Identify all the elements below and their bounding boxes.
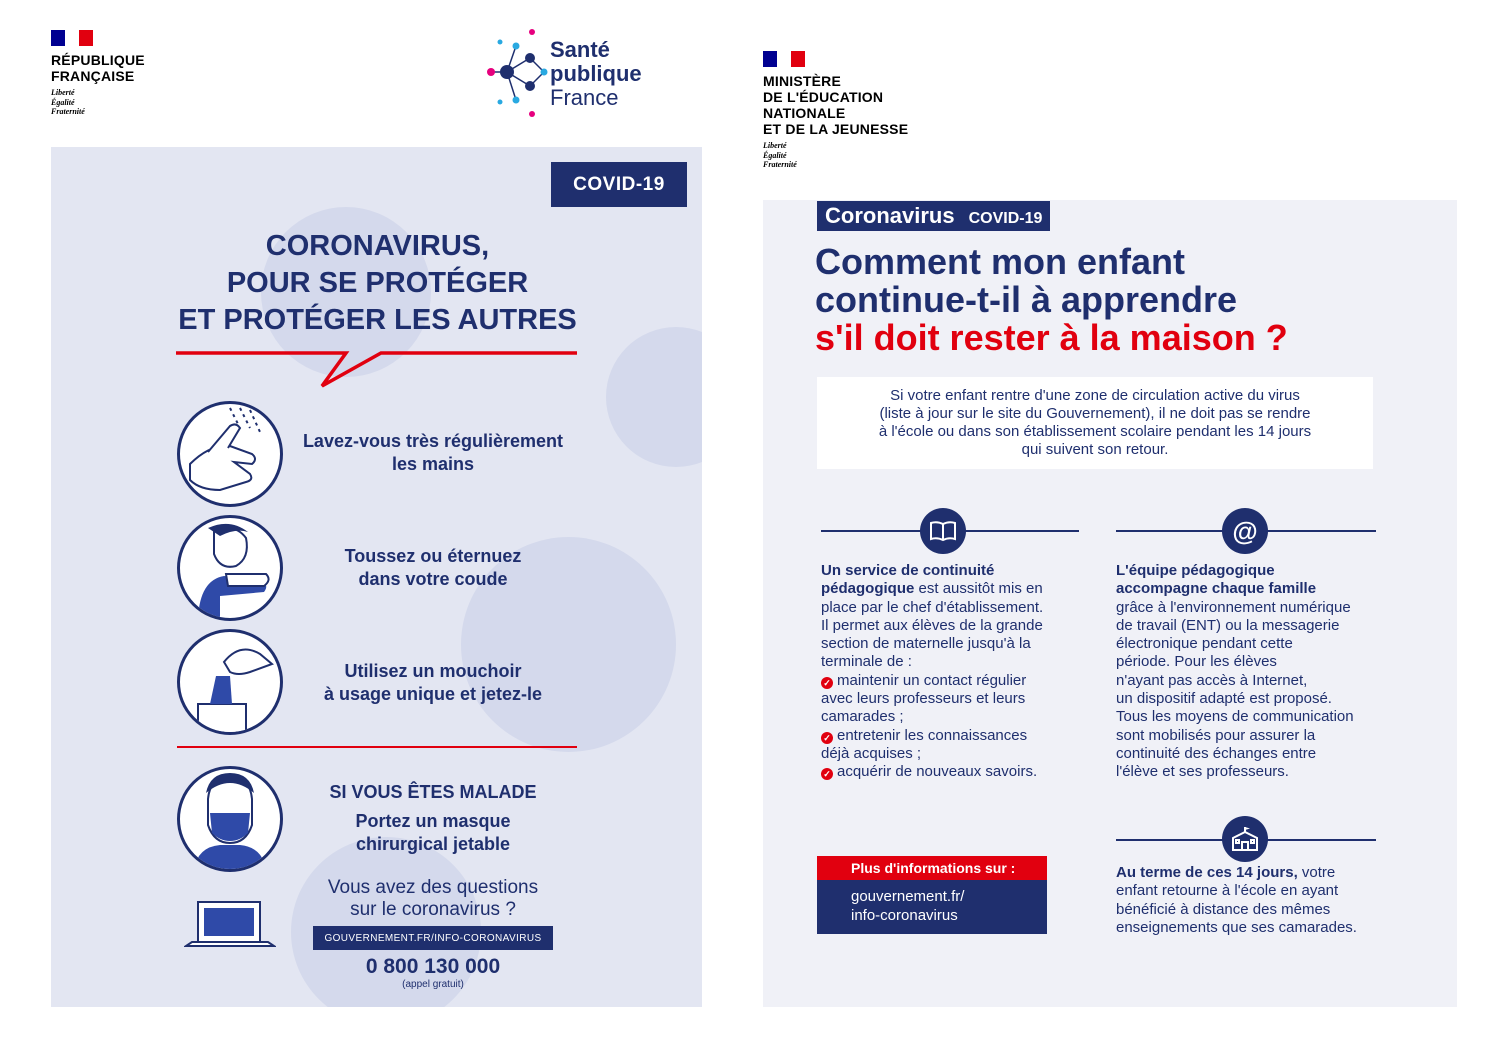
hand-washing-icon xyxy=(177,401,283,507)
phone-note: (appel gratuit) xyxy=(402,979,464,990)
virus-decoration xyxy=(606,327,702,467)
poster-title: CORONAVIRUS, POUR SE PROTÉGER ET PROTÉGER LES AUTRES xyxy=(178,230,577,336)
check-icon: ✓ xyxy=(821,732,833,744)
french-flag-icon xyxy=(51,30,93,46)
advice-tissue: Utilisez un mouchoir à usage unique et jetez-le xyxy=(323,661,543,704)
at-sign-icon: @ xyxy=(1222,508,1268,554)
republique-francaise-logo xyxy=(51,30,145,117)
sick-advice: SI VOUS ÊTES MALADE Portez un masque chirurgical jetable xyxy=(329,782,537,854)
rf-devise: Liberté Égalité Fraternité xyxy=(51,88,85,116)
gouvernement-link-banner[interactable]: GOUVERNEMENT.FR/INFO-CORONAVIRUS xyxy=(313,926,553,950)
coronavirus-tag: Coronavirus COVID-19 xyxy=(817,201,1050,231)
speech-bubble-line xyxy=(176,350,578,392)
advice-wash-hands: Lavez-vous très régulièrement les mains xyxy=(302,431,564,474)
covid-badge: COVID-19 xyxy=(551,162,687,207)
col2-text: L'équipe pédagogique accompagne chaque famille grâce à l'environnement numérique de travail (ENT) ou la messagerie électronique pendant cette période. Pour les élèves n'ayant pas accès à Internet, un dispositif adapté est proposé. Tous les moyens de communication sont mobilisés pour assurer la continuité des échanges entre l'élève et ses professeurs. xyxy=(1116,562,1354,781)
molecule-icon xyxy=(486,28,548,120)
check-icon: ✓ xyxy=(821,677,833,689)
spf-wordmark: Santé publique France xyxy=(550,37,642,110)
sante-publique-france-logo xyxy=(486,28,656,123)
poster-divider xyxy=(177,746,577,748)
rf-title: RÉPUBLIQUE FRANÇAISE xyxy=(51,52,145,84)
info-box-header: Plus d'informations sur : xyxy=(817,856,1047,880)
phone-number[interactable]: 0 800 130 000 xyxy=(365,955,501,978)
tissue-icon xyxy=(177,629,283,735)
ministere-title: MINISTÈRE DE L'ÉDUCATION NATIONALE ET DE LA JEUNESSE xyxy=(763,73,909,137)
check-icon: ✓ xyxy=(821,768,833,780)
laptop-icon xyxy=(184,900,276,950)
info-box xyxy=(817,856,1047,934)
school-building-icon xyxy=(1222,816,1268,862)
info-box-link[interactable]: gouvernement.fr/ info-coronavirus xyxy=(851,888,965,924)
ministere-devise: Liberté Égalité Fraternité xyxy=(763,141,797,169)
cough-elbow-icon xyxy=(177,515,283,621)
ministere-logo xyxy=(763,51,908,170)
intro-box: Si votre enfant rentre d'une zone de circulation active du virus (liste à jour sur le site du Gouvernement), il ne doit pas se rendre à l'école ou dans son établissement scolaire pendant les 14 jours qui suivent son retour. xyxy=(817,377,1373,469)
school-title: Comment mon enfant continue-t-il à apprendre s'il doit rester à la maison ? xyxy=(815,241,1288,358)
questions-text: Vous avez des questions sur le coronavirus ? xyxy=(327,877,539,920)
col1-text: Un service de continuité pédagogique est aussitôt mis en place par le chef d'établissement. Il permet aux élèves de la grande section de maternelle jusqu'à la terminale de : ✓ maintenir un contact régulier avec leurs professeurs et leurs camarades ; ✓ entretenir les connaissances déjà acquises ; ✓ acquérir de nouveaux savoirs. xyxy=(821,562,1044,781)
col3-text: Au terme de ces 14 jours, votre enfant retourne à l'école en ayant bénéficié à distance des mêmes enseignements que ses camarades. xyxy=(1116,864,1357,936)
book-icon xyxy=(920,508,966,554)
french-flag-icon xyxy=(763,51,805,67)
mask-icon xyxy=(177,766,283,872)
advice-cough-elbow: Toussez ou éternuez dans votre coude xyxy=(344,546,522,589)
